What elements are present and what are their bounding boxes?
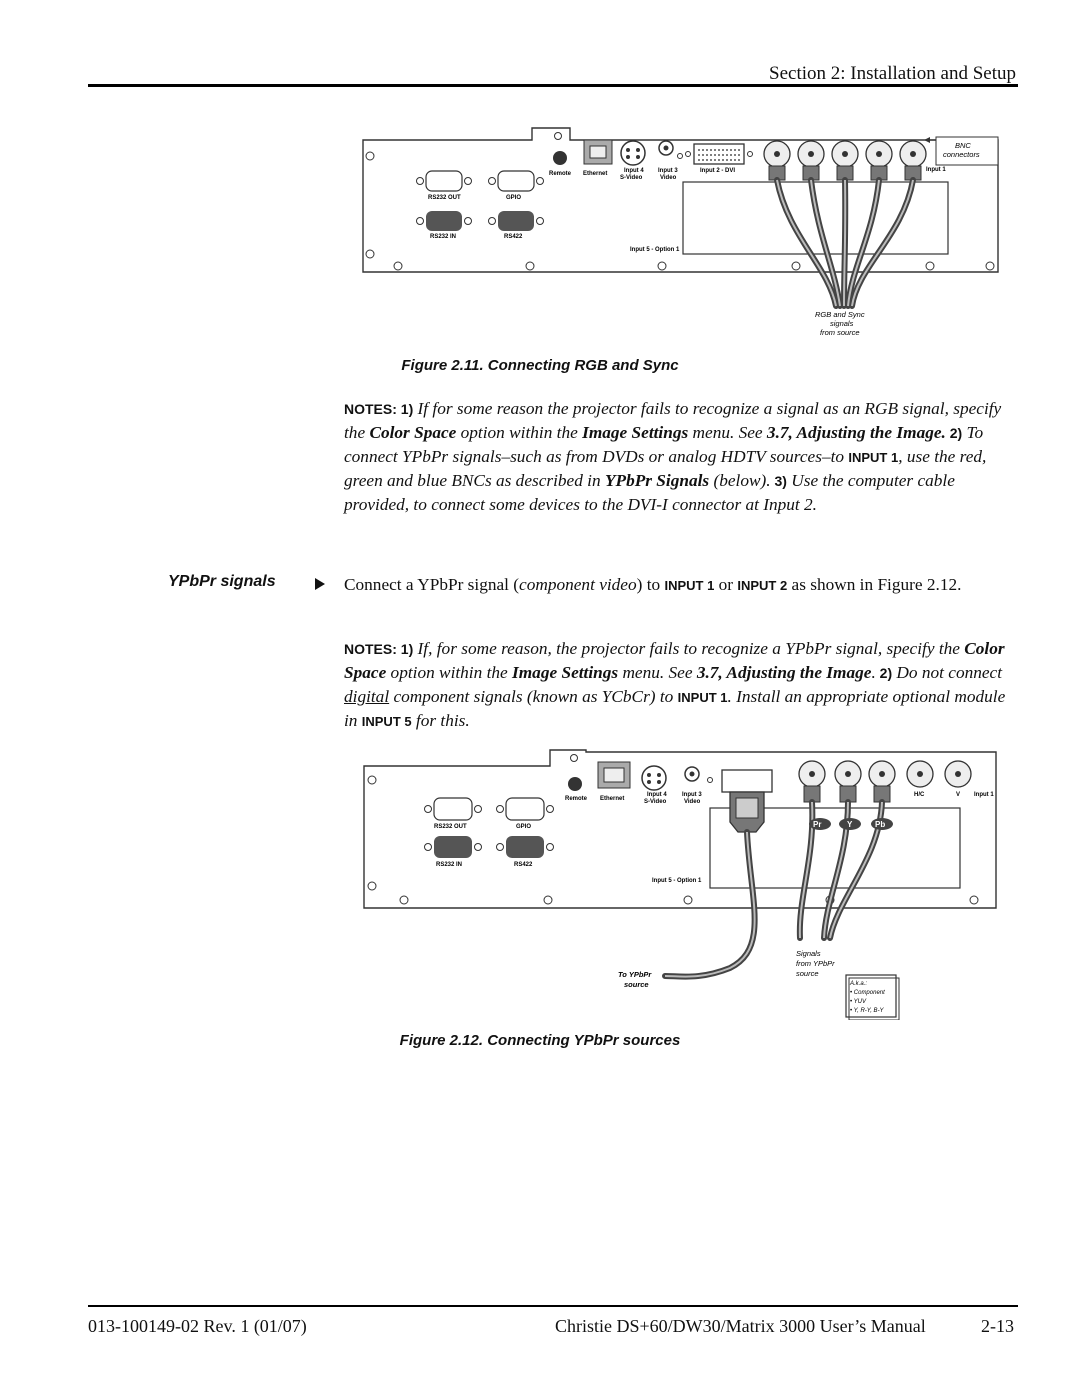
rgb-source-label-1: RGB and Sync	[815, 310, 865, 319]
rs232-in-label: RS232 IN	[436, 862, 463, 868]
note-text: Do not connect	[892, 663, 1003, 682]
note-bold: 3.7, Adjusting the Image.	[766, 423, 946, 442]
note-text: component signals (known as YCbCr) to	[389, 687, 678, 706]
input-ref: INPUT 1	[848, 450, 899, 465]
note-bold: Image Settings	[512, 663, 619, 682]
rgb-source-label-3: from source	[820, 328, 860, 337]
doc-number: 013-100149-02 Rev. 1 (01/07)	[88, 1316, 307, 1336]
note-text: If, for some reason, the projector fails to recognize a YPbPr signal, specify the	[413, 639, 965, 658]
rs232-out-label: RS232 OUT	[428, 195, 461, 201]
video-label: Video	[660, 175, 677, 181]
rs422-label: RS422	[504, 234, 523, 240]
body-text: ) to	[636, 575, 665, 594]
note-bold: Color Space	[369, 423, 457, 442]
gpio-label: GPIO	[516, 824, 532, 830]
input-ref: INPUT 1	[664, 578, 715, 593]
aka-item-3: • Y, R-Y, B-Y	[850, 1008, 884, 1014]
note-text: option within the	[386, 663, 513, 682]
svideo-label: S-Video	[644, 799, 667, 805]
input-ref: INPUT 5	[361, 714, 412, 729]
signals-label-1: Signals	[796, 949, 821, 958]
figure-2-11-caption: Figure 2.11. Connecting RGB and Sync	[401, 357, 679, 374]
note-text: (below).	[709, 471, 771, 490]
note-bold: 3.7, Adjusting the Image	[696, 663, 872, 682]
input3-label: Input 3	[682, 792, 702, 798]
input-ref: INPUT 2	[737, 578, 788, 593]
notes-ypbpr	[344, 637, 1016, 733]
rgb-sync-connection-diagram	[358, 126, 1018, 344]
footer-rule	[88, 1305, 1018, 1307]
ypbpr-connection-diagram	[360, 748, 1002, 1020]
note-bold: YPbPr Signals	[604, 471, 710, 490]
v-label: V	[956, 792, 961, 798]
to-ypbpr-label-2: source	[624, 980, 649, 989]
video-label: Video	[684, 799, 701, 805]
note-text: Use the computer cable provided, to connect some devices to the DVI-I connector at Input 2.	[344, 471, 955, 514]
bnc-connectors-label: connectors	[943, 150, 980, 159]
rgb-source-label-2: signals	[830, 319, 854, 328]
note-text: If for some reason the projector fails to recognize a signal as an RGB signal, specify the	[344, 399, 1002, 442]
body-text: or	[714, 575, 738, 594]
input5-label: Input 5 - Option 1	[652, 878, 702, 884]
input1-label: Input 1	[926, 167, 946, 173]
header-rule	[88, 84, 1018, 87]
note-number: 2)	[875, 665, 893, 681]
manual-title: Christie DS+60/DW30/Matrix 3000 User’s Manual	[555, 1316, 926, 1336]
bnc-label: BNC	[955, 141, 971, 150]
aka-item-1: • Component	[850, 990, 885, 996]
svideo-label: S-Video	[620, 175, 643, 181]
notes-lead: NOTES: 1)	[344, 641, 414, 657]
y-label: Y	[847, 820, 853, 829]
input-ref: INPUT 1	[677, 690, 728, 705]
input4-label: Input 4	[624, 168, 644, 174]
page-number: 2-13	[981, 1316, 1014, 1336]
note-bold: Image Settings	[582, 423, 689, 442]
ypbpr-instruction	[344, 573, 1016, 597]
note-text: menu. See	[618, 663, 697, 682]
rs232-in-label: RS232 IN	[430, 234, 457, 240]
note-text: , use the red, green and blue BNCs as described in	[344, 447, 987, 490]
input4-label: Input 4	[647, 792, 667, 798]
signals-label-3: source	[796, 969, 819, 978]
remote-label: Remote	[565, 796, 588, 802]
body-text: as shown in Figure 2.12.	[787, 575, 962, 594]
pr-label: Pr	[813, 820, 822, 829]
aka-title: A.k.a.:	[850, 981, 868, 987]
section-header: Section 2: Installation and Setup	[769, 63, 1016, 84]
note-bold: Color Space	[344, 639, 1005, 682]
ethernet-label: Ethernet	[600, 796, 625, 802]
note-text: option within the	[456, 423, 583, 442]
pb-label: Pb	[875, 820, 886, 829]
note-text: To connect YPbPr signals–such as from DVDs or analog HDTV sources–to	[344, 423, 984, 466]
ethernet-label: Ethernet	[583, 171, 608, 177]
note-text: for this.	[411, 711, 470, 730]
rs232-out-label: RS232 OUT	[434, 824, 467, 830]
hc-label: H/C	[914, 792, 925, 798]
note-number: 2)	[945, 425, 963, 441]
note-text: .	[871, 663, 876, 682]
input1-label: Input 1	[974, 792, 994, 798]
to-ypbpr-label-1: To YPbPr	[618, 970, 652, 979]
figure-2-12-caption: Figure 2.12. Connecting YPbPr sources	[399, 1032, 681, 1049]
rs422-label: RS422	[514, 862, 533, 868]
note-number: 3)	[770, 473, 787, 489]
ypbpr-side-heading: YPbPr signals	[168, 573, 276, 590]
body-italic: component video	[519, 575, 637, 594]
body-text: Connect a YPbPr signal (	[344, 575, 520, 594]
gpio-label: GPIO	[506, 195, 522, 201]
bullet-triangle-icon	[314, 577, 326, 591]
input2-label: Input 2 - DVI	[700, 168, 735, 174]
note-text: . Install an appropriate optional module in	[344, 687, 1006, 730]
input5-label: Input 5 - Option 1	[630, 247, 680, 253]
notes-lead: NOTES: 1)	[344, 401, 414, 417]
notes-rgb	[344, 397, 1016, 516]
aka-item-2: • YUV	[850, 999, 866, 1005]
signals-label-2: from YPbPr	[796, 959, 835, 968]
remote-label: Remote	[549, 171, 572, 177]
note-text: menu. See	[688, 423, 767, 442]
input3-label: Input 3	[658, 168, 678, 174]
note-underline: digital	[344, 687, 390, 706]
